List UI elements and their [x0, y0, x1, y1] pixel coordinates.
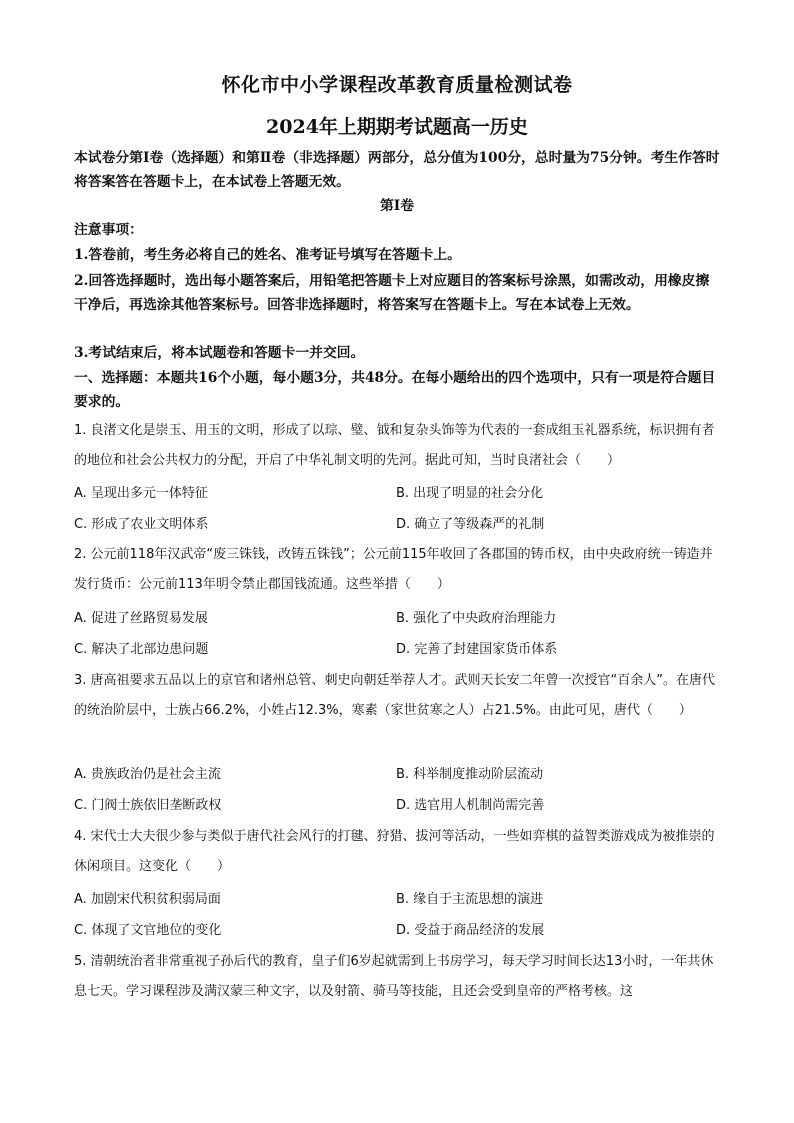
- notice-heading: 注意事项：: [74, 222, 143, 238]
- option-d: D. 受益于商品经济的发展: [396, 923, 545, 938]
- exam-subtitle: 2024年上期期考试题高一历史: [266, 116, 528, 138]
- notice-item: 1.答卷前，考生务必将自己的姓名、准考证号填写在答题卡上。: [74, 247, 461, 263]
- option-c: C. 门阀士族依旧垄断政权: [74, 798, 222, 813]
- question-stem: 2. 公元前118年汉武帝“废三铢钱，改铸五铢钱”；公元前115年收回了各郡国的铸币权，由中央政府统一铸造并发行货币：公元前113年明令禁止郡国钱流通。这些举措（ ）: [74, 547, 713, 592]
- exam-title: 怀化市中小学课程改革教育质量检测试卷: [221, 74, 573, 96]
- option-d: D. 选官用人机制尚需完善: [396, 798, 545, 813]
- question-stem: 4. 宋代士大夫很少参与类似于唐代社会风行的打毽、狩猎、拔河等活动，一些如弈棋的益智类游戏成为被推崇的休闲项目。这变化（ ）: [74, 829, 715, 874]
- option-b: B. 强化了中央政府治理能力: [396, 611, 557, 626]
- question-stem: 3. 唐高祖要求五品以上的京官和诸州总管、刺史向朝廷举荐人才。武则天长安二年曾一次授官“百余人”。在唐代的统治阶层中，士族占66.2%，小姓占12.3%，寒素（家世贫寒之人）占21.5%。由此可见，唐代（ ）: [74, 673, 716, 718]
- option-d: D. 确立了等级森严的礼制: [396, 517, 545, 532]
- option-b: B. 科举制度推动阶层流动: [396, 767, 544, 782]
- section-heading: 一、选择题：本题共16个小题，每小题3分，共48分。在每小题给出的四个选项中，只有一项是符合题目要求的。: [74, 370, 716, 410]
- option-c: C. 体现了文官地位的变化: [74, 923, 222, 938]
- option-a: A. 促进了丝路贸易发展: [74, 611, 208, 626]
- option-a: A. 贵族政治仍是社会主流: [74, 767, 221, 782]
- option-a: A. 加剧宋代积贫积弱局面: [74, 892, 221, 907]
- option-a: A. 呈现出多元一体特征: [74, 486, 208, 501]
- question-stem: 5. 清朝统治者非常重视子孙后代的教育，皇子们6岁起就需到上书房学习，每天学习时间长达13小时，一年共休息七天。学习课程涉及满汉蒙三种文字，以及射箭、骑马等技能，且还会受到皇帝的严格考核。这: [74, 954, 714, 999]
- option-b: B. 缘自于主流思想的演进: [396, 892, 544, 907]
- option-c: C. 解决了北部边患问题: [74, 642, 209, 657]
- volume-heading: 第Ⅰ卷: [379, 198, 415, 214]
- option-c: C. 形成了农业文明体系: [74, 517, 209, 532]
- notice-item: 3.考试结束后，将本试题卷和答题卡一并交回。: [74, 345, 365, 361]
- option-b: B. 出现了明显的社会分化: [396, 486, 544, 501]
- option-d: D. 完善了封建国家货币体系: [396, 642, 558, 657]
- question-stem: 1. 良渚文化是崇玉、用玉的文明，形成了以琮、璧、钺和复杂头饰等为代表的一套成组玉礼器系统，标识拥有者的地位和社会公共权力的分配，开启了中华礼制文明的先河。据此可知，当时良渚社会（ ）: [74, 423, 715, 468]
- intro-paragraph: 本试卷分第Ⅰ卷（选择题）和第Ⅱ卷（非选择题）两部分，总分值为100分，总时量为75分钟。考生作答时将答案答在答题卡上，在本试卷上答题无效。: [74, 150, 720, 190]
- notice-item: 2.回答选择题时，选出每小题答案后，用铅笔把答题卡上对应题目的答案标号涂黑，如需改动，用橡皮擦干净后，再选涂其他答案标号。回答非选择题时，将答案写在答题卡上。写在本试卷上无效。: [74, 273, 710, 313]
